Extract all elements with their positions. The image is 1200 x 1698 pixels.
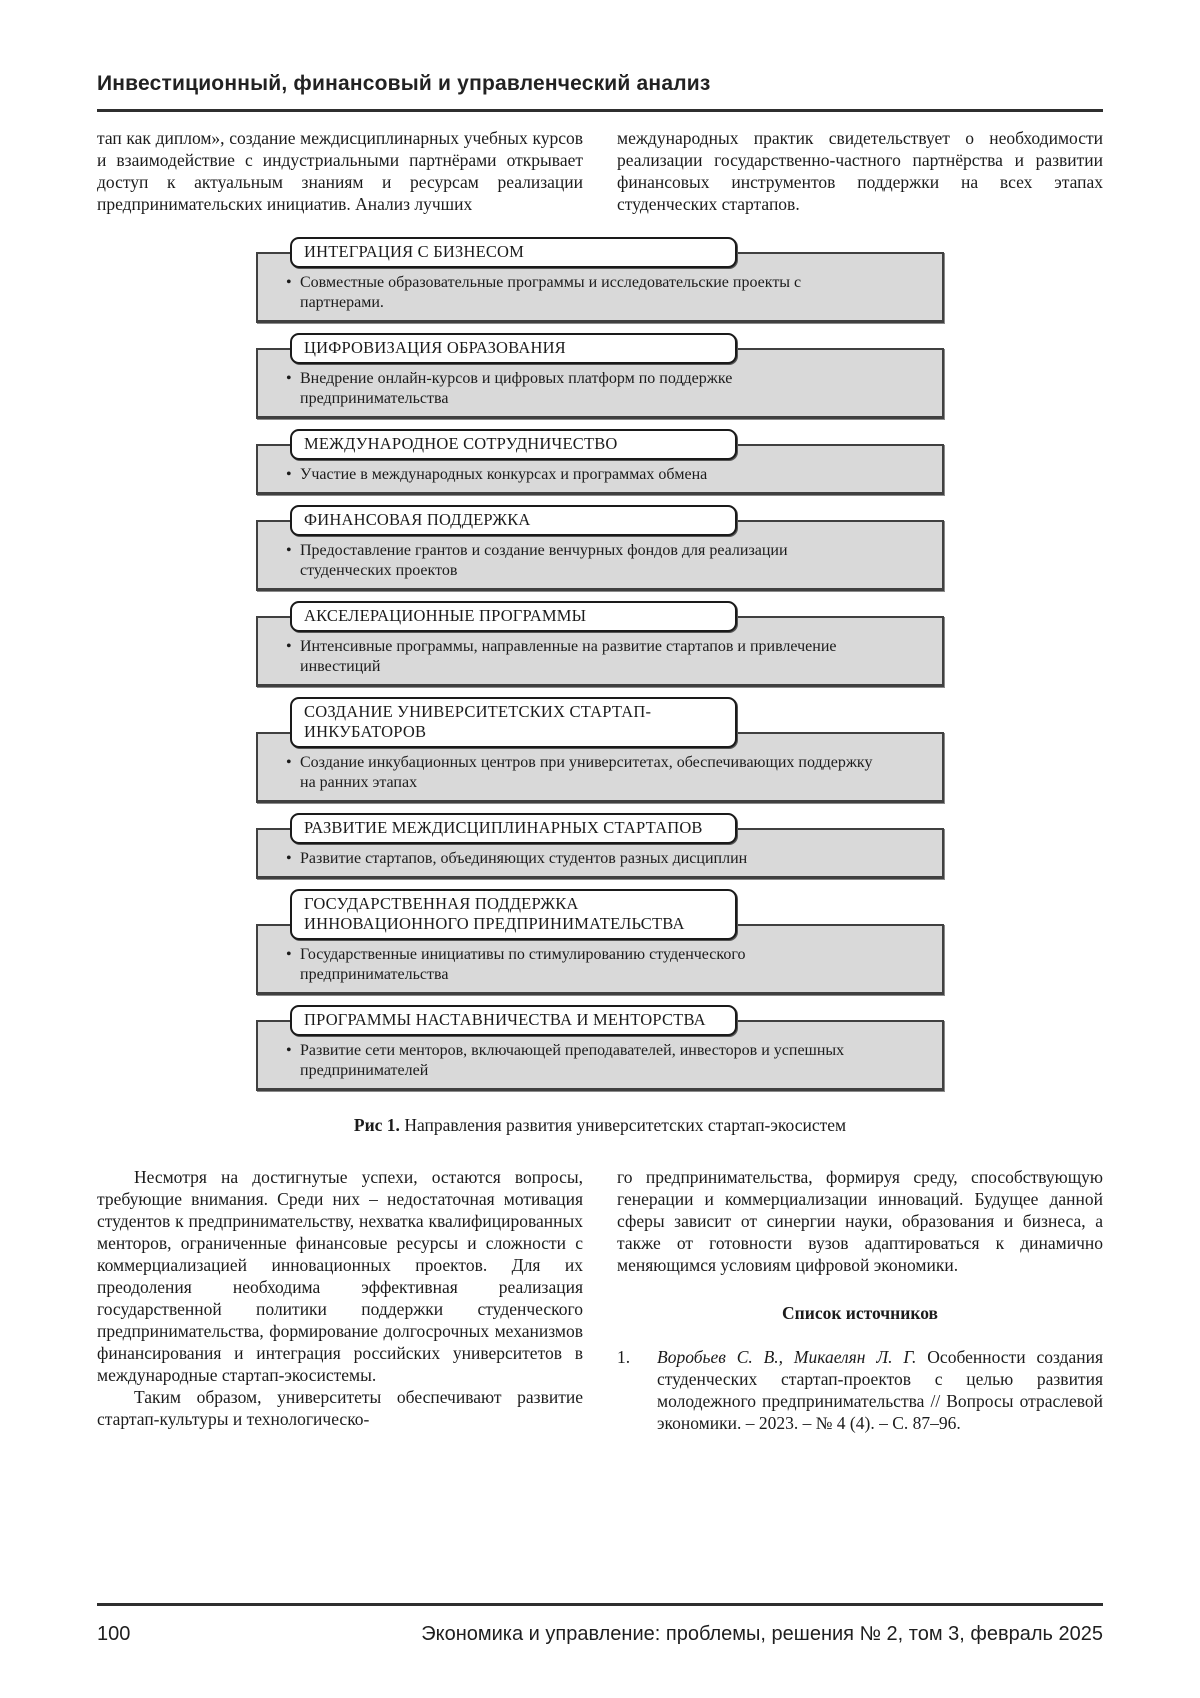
figure-item-title: ЦИФРОВИЗАЦИЯ ОБРАЗОВАНИЯ [290, 333, 737, 364]
figure-bullet-text: Совместные образовательные программы и исследовательские проекты с партнерами. [300, 274, 802, 311]
bottom-text-columns [97, 1166, 1103, 1434]
sources-heading: Список источников [782, 1303, 938, 1323]
reference-text: Особенности создания студенческих стартап-проектов с целью развития молодежного предпринимательства // Вопросы отраслевой экономики. – 2023. – № 4 (4). – С. 87–96. [657, 1347, 1104, 1433]
reference-body [657, 1346, 1103, 1434]
bullet-icon: • [286, 466, 292, 483]
page-number: 100 [97, 1623, 131, 1645]
figure-item [256, 1005, 944, 1091]
figure-bullet [286, 273, 882, 313]
page-footer [97, 1603, 1103, 1646]
reference-number: 1. [617, 1347, 631, 1367]
figure-item-title: РАЗВИТИЕ МЕЖДИСЦИПЛИНАРНЫХ СТАРТАПОВ [290, 813, 737, 844]
figure-item-title: ПРОГРАММЫ НАСТАВНИЧЕСТВА И МЕНТОРСТВА [290, 1005, 737, 1036]
bullet-icon: • [286, 370, 292, 387]
figure-item-title: ИНТЕГРАЦИЯ С БИЗНЕСОМ [290, 237, 737, 268]
journal-title: Экономика и управление: проблемы, решения № 2, том 3, февраль 2025 [421, 1623, 1103, 1645]
bullet-icon: • [286, 946, 292, 963]
figure-bullet-text: Предоставление грантов и создание венчурных фондов для реализации студенческих проектов [300, 542, 788, 579]
figure-bullet [286, 1041, 882, 1081]
figure-bullet-text: Участие в международных конкурсах и программах обмена [300, 466, 708, 483]
figure-bullet-text: Создание инкубационных центров при университетах, обеспечивающих поддержку на ранних этапах [300, 754, 873, 791]
reference-item [617, 1346, 1103, 1434]
paragraph: го предпринимательства, формируя среду, способствующую генерации и коммерциализации инноваций. Будущее данной сферы зависит от синергии науки, образования и бизнеса, а также от готовности вузов адаптироваться к динамично меняющимся условиям цифровой экономики. [617, 1167, 1103, 1275]
figure-caption-label: Рис 1. [353, 1115, 400, 1135]
figure-1 [256, 237, 944, 1091]
top-text-columns [97, 127, 1103, 215]
bullet-icon: • [286, 1042, 292, 1059]
reference-authors: Воробьев С. В., Микаелян Л. Г. [657, 1347, 917, 1367]
paragraph: Несмотря на достигнутые успехи, остаются вопросы, требующие внимания. Среди них – недостаточная мотивация студентов к предпринимательству, нехватка квалифицированных менторов, ограниченные финансовые ресурсы и сложности с коммерциализацией инновационных проектов. Для их преодоления необходима эффективная реализация государственной политики поддержки студенческого предпринимательства, формирование долгосрочных механизмов финансирования и интеграция российских университетов в международные стартап-экосистемы. [97, 1167, 583, 1385]
figure-bullet [286, 849, 882, 869]
figure-bullet [286, 945, 882, 985]
bullet-icon: • [286, 754, 292, 771]
figure-bullet-text: Внедрение онлайн-курсов и цифровых платформ по поддержке предпринимательства [300, 370, 733, 407]
figure-bullet [286, 465, 882, 485]
figure-bullet [286, 753, 882, 793]
header-rule [97, 109, 1103, 112]
figure-item-title: ФИНАНСОВАЯ ПОДДЕРЖКА [290, 505, 737, 536]
page-header [97, 0, 1103, 112]
figure-item [256, 697, 944, 803]
figure-item-title: ГОСУДАРСТВЕННАЯ ПОДДЕРЖКА ИННОВАЦИОННОГО ПРЕДПРИНИМАТЕЛЬСТВА [290, 889, 737, 940]
bullet-icon: • [286, 850, 292, 867]
figure-item [256, 889, 944, 995]
bullet-icon: • [286, 638, 292, 655]
paragraph: Таким образом, университеты обеспечивают развитие стартап-культуры и технологическо- [97, 1387, 583, 1429]
figure-bullet [286, 541, 882, 581]
figure-bullet [286, 637, 882, 677]
figure-bullet-text: Интенсивные программы, направленные на развитие стартапов и привлечение инвестиций [300, 638, 837, 675]
figure-bullet [286, 369, 882, 409]
figure-bullet-text: Развитие сети менторов, включающей преподавателей, инвесторов и успешных предпринимателей [300, 1042, 845, 1079]
bullet-icon: • [286, 542, 292, 559]
figure-item-title: АКСЕЛЕРАЦИОННЫЕ ПРОГРАММЫ [290, 601, 737, 632]
bottom-left-column [97, 1166, 583, 1434]
section-title: Инвестиционный, финансовый и управленческий анализ [97, 72, 711, 95]
top-right-column: международных практик свидетельствует о необходимости реализации государственно-частного партнёрства и развитии финансовых инструментов поддержки на всех этапах студенческих стартапов. [617, 128, 1103, 214]
top-left-column: тап как диплом», создание междисциплинарных учебных курсов и взаимодействие с индустриальными партнёрами открывает доступ к актуальным знаниям и ресурсам реализации предпринимательских инициатив. Анализ лучших [97, 128, 583, 214]
figure-item [256, 505, 944, 591]
figure-item [256, 237, 944, 323]
figure-item [256, 601, 944, 687]
figure-bullet-text: Государственные инициативы по стимулированию студенческого предпринимательства [300, 946, 746, 983]
figure-item-title: МЕЖДУНАРОДНОЕ СОТРУДНИЧЕСТВО [290, 429, 737, 460]
bottom-right-column [617, 1166, 1103, 1434]
figure-item [256, 333, 944, 419]
figure-caption-text: Направления развития университетских стартап-экосистем [404, 1115, 847, 1135]
figure-item-title: СОЗДАНИЕ УНИВЕРСИТЕТСКИХ СТАРТАП-ИНКУБАТОРОВ [290, 697, 737, 748]
bullet-icon: • [286, 274, 292, 291]
figure-caption [97, 1115, 1103, 1136]
figure-item [256, 813, 944, 879]
figure-item [256, 429, 944, 495]
figure-bullet-text: Развитие стартапов, объединяющих студентов разных дисциплин [300, 850, 748, 867]
